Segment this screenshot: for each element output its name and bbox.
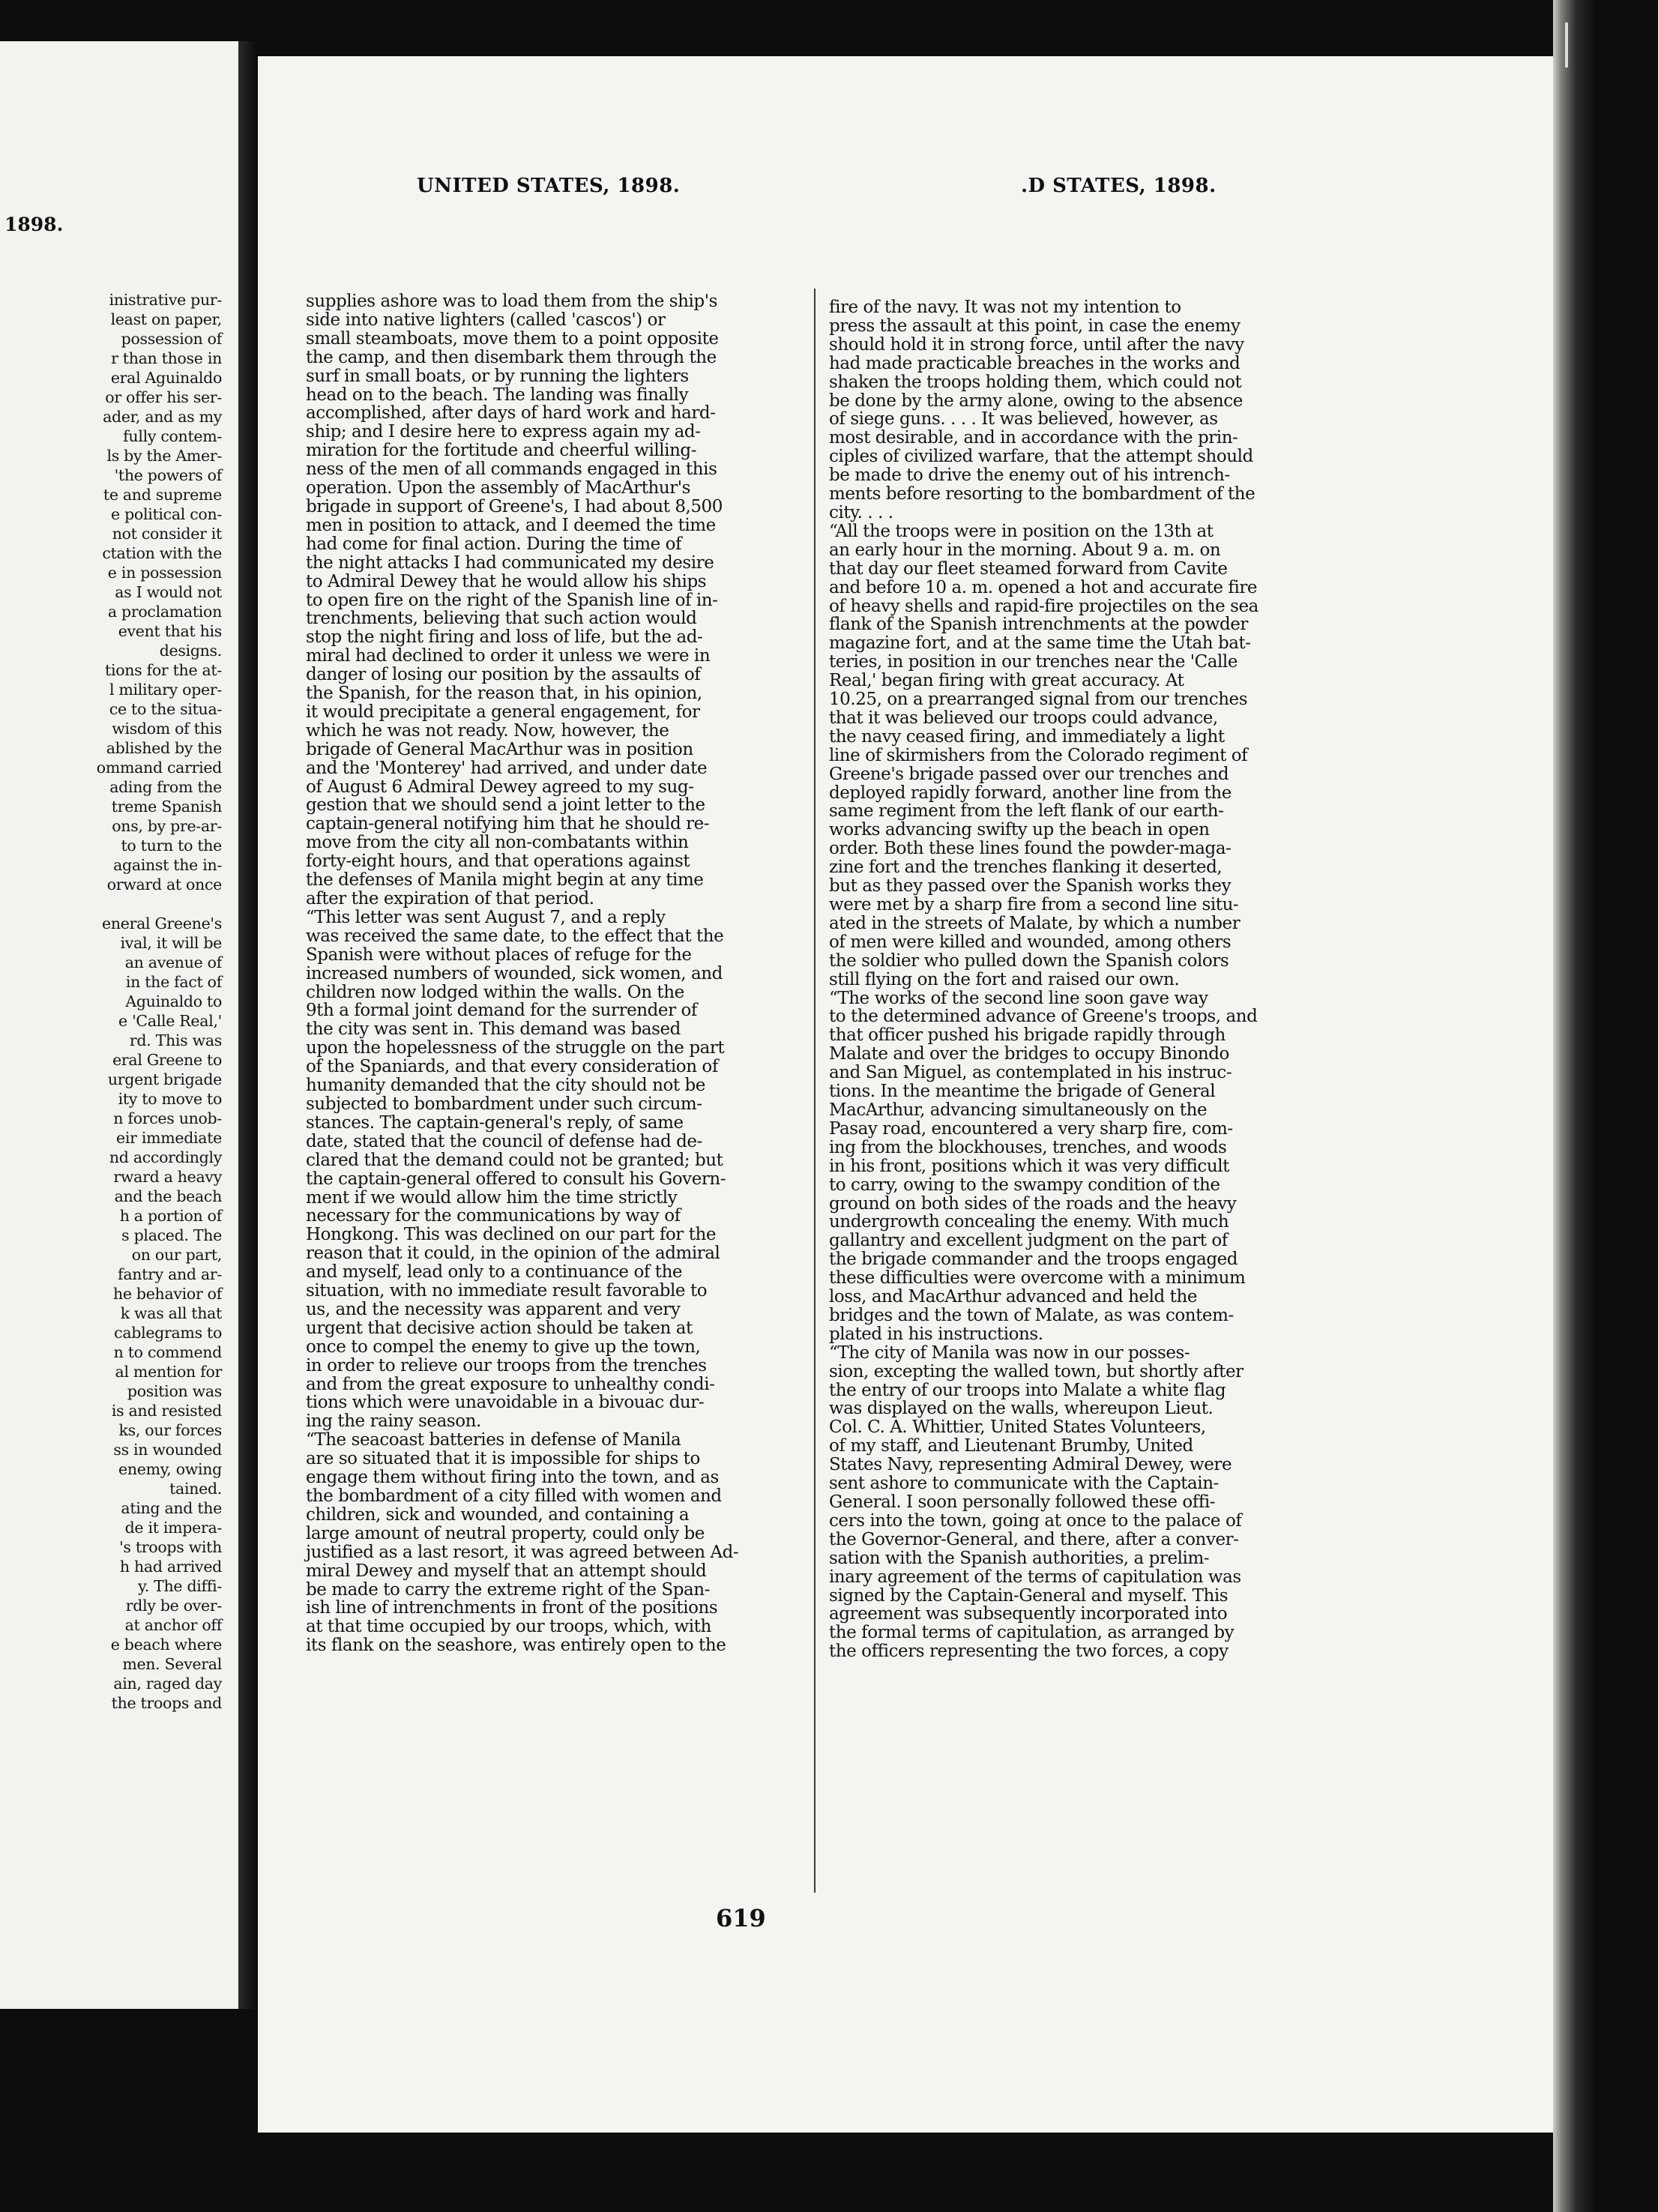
text-line: rd. This was	[129, 1031, 222, 1049]
text-line: still flying on the fort and raised our own.	[829, 969, 1180, 989]
text-line: te and supreme	[103, 486, 222, 504]
text-line: the troops and	[111, 1694, 222, 1712]
text-line: upon the hopelessness of the struggle on the part	[306, 1038, 725, 1058]
text-line: position was	[127, 1382, 222, 1400]
text-line: “The seacoast batteries in defense of Manila	[306, 1430, 681, 1450]
text-line	[0, 894, 222, 914]
text-line: ls by the Amer-	[106, 447, 222, 465]
text-line: designs.	[159, 642, 222, 660]
text-line: at anchor off	[124, 1616, 222, 1634]
text-line: undergrowth concealing the enemy. With much	[829, 1212, 1229, 1232]
text-line: bridges and the town of Malate, as was contem-	[829, 1305, 1234, 1325]
text-line: cers into the town, going at once to the palace of	[829, 1510, 1242, 1531]
text-line: are so situated that it is impossible for ships to	[306, 1449, 700, 1469]
text-line: head on to the beach. The landing was finally	[306, 385, 689, 405]
text-line: ing from the blockhouses, trenches, and woods	[829, 1137, 1227, 1157]
text-line: men. Several	[122, 1655, 222, 1673]
text-line: ival, it will be	[120, 934, 222, 952]
text-line: the soldier who pulled down the Spanish colors	[829, 950, 1229, 971]
text-line: ks, our forces	[118, 1421, 222, 1439]
text-line: to Admiral Dewey that he would allow his ships	[306, 571, 707, 591]
text-line: Aguinaldo to	[125, 992, 222, 1010]
text-line: necessary for the communications by way of	[306, 1206, 681, 1226]
text-line: h had arrived	[119, 1558, 222, 1576]
right-page-edge	[1553, 0, 1658, 2212]
text-line: a proclamation	[107, 603, 222, 621]
text-line: the defenses of Manila might begin at any time	[306, 870, 704, 890]
text-line: children now lodged within the walls. On the	[306, 982, 684, 1002]
text-line: ish line of intrenchments in front of the positions	[306, 1598, 718, 1618]
text-line: once to compel the enemy to give up the town,	[306, 1336, 701, 1357]
text-line: ground on both sides of the roads and the heavy	[829, 1193, 1237, 1214]
text-line: its flank on the seashore, was entirely open to the	[306, 1636, 726, 1656]
text-line: the Spanish, for the reason that, in his opinion,	[306, 684, 702, 704]
page-number: 619	[716, 1904, 766, 1932]
text-line: is and resisted	[111, 1402, 222, 1420]
text-line: e 'Calle Real,'	[118, 1012, 222, 1030]
text-line: subjected to bombardment under such circum-	[306, 1094, 702, 1114]
text-line: should hold it in strong force, until after the navy	[829, 334, 1244, 355]
text-line: men in position to attack, and I deemed the time	[306, 515, 716, 535]
text-line: orward at once	[106, 876, 222, 893]
text-line: of siege guns. . . . It was believed, however, as	[829, 409, 1218, 430]
text-line: MacArthur, advancing simultaneously on the	[829, 1100, 1208, 1120]
text-line: sation with the Spanish authorities, a prelim-	[829, 1548, 1210, 1568]
text-line: ain, raged day	[113, 1675, 222, 1693]
text-line: ated in the streets of Malate, by which a number	[829, 913, 1241, 933]
text-line: of heavy shells and rapid-fire projectiles on the sea	[829, 596, 1258, 616]
text-line: stances. The captain-general's reply, of same	[306, 1112, 684, 1133]
text-line: be done by the army alone, owing to the absence	[829, 391, 1243, 411]
text-line: of my staff, and Lieutenant Brumby, United	[829, 1436, 1193, 1456]
text-line: magazine fort, and at the same time the Utah bat-	[829, 633, 1251, 654]
text-line: ommand carried	[96, 759, 222, 777]
text-line: justified as a last resort, it was agreed between Ad-	[306, 1542, 739, 1562]
text-line: urgent that decisive action should be taken at	[306, 1318, 693, 1338]
text-line: cablegrams to	[114, 1324, 222, 1342]
text-line: of the Spaniards, and that every consideration of	[306, 1057, 718, 1077]
text-line: de it impera-	[124, 1519, 222, 1537]
text-line: of August 6 Admiral Dewey agreed to my sug-	[306, 777, 694, 797]
text-line: the camp, and then disembark them through the	[306, 347, 717, 367]
text-line: side into native lighters (called 'cascos') or	[306, 310, 666, 330]
text-line: ing the rainy season.	[306, 1411, 481, 1432]
text-line: and San Miguel, as contemplated in his instruc-	[829, 1063, 1232, 1083]
text-line: danger of losing our position by the assaults of	[306, 665, 701, 685]
text-line: least on paper,	[110, 310, 222, 328]
text-line: the bombardment of a city filled with women and	[306, 1486, 722, 1506]
text-line: Col. C. A. Whittier, United States Volunteers,	[829, 1417, 1206, 1438]
text-line: situation, with no immediate result favorable to	[306, 1281, 708, 1301]
text-line: increased numbers of wounded, sick women, and	[306, 963, 723, 983]
text-line: and before 10 a. m. opened a hot and accurate fire	[829, 577, 1258, 597]
text-line: but as they passed over the Spanish works they	[829, 876, 1232, 896]
text-line: against the in-	[113, 856, 222, 874]
text-line: k was all that	[120, 1304, 222, 1322]
text-line: e political con-	[111, 505, 222, 523]
text-line: treme Spanish	[111, 798, 222, 816]
text-line: General. I soon personally followed these offi-	[829, 1492, 1216, 1512]
text-line: signed by the Captain-General and myself. This	[829, 1585, 1229, 1606]
left-facing-page	[0, 41, 238, 2009]
text-line: these difficulties were overcome with a minimum	[829, 1268, 1246, 1289]
text-line: an early hour in the morning. About 9 a. m. on	[829, 540, 1221, 560]
text-line: shaken the troops holding them, which could not	[829, 372, 1242, 392]
text-line: loss, and MacArthur advanced and held the	[829, 1287, 1197, 1307]
text-line: inistrative pur-	[109, 291, 222, 309]
text-line: miral Dewey and myself that an attempt should	[306, 1561, 707, 1581]
text-line: and myself, lead only to a continuance of the	[306, 1262, 683, 1283]
text-line: teries, in position in our trenches near the 'Calle	[829, 652, 1238, 672]
text-line: and the beach	[114, 1187, 222, 1205]
text-line: fire of the navy. It was not my intention to	[829, 298, 1181, 317]
text-line: 's troops with	[119, 1538, 222, 1556]
text-line: al mention for	[115, 1363, 222, 1381]
text-line: at that time occupied by our troops, which, with	[306, 1617, 711, 1637]
text-line: city. . . .	[829, 502, 893, 522]
text-line: that it was believed our troops could advance,	[829, 708, 1218, 728]
text-line: line of skirmishers from the Colorado regiment of	[829, 745, 1248, 765]
text-line: ce to the situa-	[109, 700, 222, 718]
text-line: r than those in	[111, 349, 222, 367]
text-line: ity to move to	[118, 1090, 222, 1108]
text-line: rdly be over-	[125, 1597, 222, 1615]
text-line: ciples of civilized warfare, that the attempt should	[829, 447, 1253, 467]
text-line: were met by a sharp fire from a second line situ-	[829, 895, 1239, 914]
text-line: tions for the at-	[105, 661, 222, 679]
text-line: most desirable, and in accordance with the prin-	[829, 428, 1238, 448]
text-line: be made to carry the extreme right of the Span-	[306, 1579, 710, 1600]
book-gutter	[238, 41, 258, 2009]
text-line: same regiment from the left flank of our earth-	[829, 801, 1224, 822]
text-line: forty-eight hours, and that operations against	[306, 852, 690, 872]
text-line: children, sick and wounded, and containing a	[306, 1504, 690, 1525]
text-line: fully contem-	[123, 427, 222, 445]
text-line: e beach where	[110, 1636, 222, 1654]
text-line: humanity demanded that the city should not be	[306, 1076, 705, 1096]
text-line: press the assault at this point, in case the enemy	[829, 316, 1241, 336]
text-line: the captain-general offered to consult his Govern-	[306, 1169, 726, 1189]
left-page-text-column	[0, 290, 222, 1713]
text-line: be made to drive the enemy out of his intrench-	[829, 465, 1230, 486]
text-line: ading from the	[109, 778, 222, 796]
text-line: rward a heavy	[113, 1168, 222, 1186]
text-line: fantry and ar-	[118, 1265, 222, 1283]
text-line: to the determined advance of Greene's troops, and	[829, 1007, 1258, 1027]
text-line: not consider it	[112, 525, 222, 543]
text-line: clared that the demand could not be granted; but	[306, 1150, 723, 1170]
text-line: stop the night firing and loss of life, but the ad-	[306, 627, 703, 648]
text-line: move from the city all non-combatants within	[306, 833, 689, 853]
text-line: Malate and over the bridges to occupy Binondo	[829, 1044, 1229, 1064]
text-line: ablished by the	[106, 739, 222, 757]
text-line: sion, excepting the walled town, but shortly after	[829, 1361, 1244, 1381]
text-line: reason that it could, in the opinion of the admiral	[306, 1244, 720, 1264]
text-line: 9th a formal joint demand for the surrender of	[306, 1001, 697, 1021]
text-line: flank of the Spanish intrenchments at the powder	[829, 615, 1248, 635]
text-line: agreement was subsequently incorporated into	[829, 1604, 1228, 1624]
text-line: urgent brigade	[107, 1070, 222, 1088]
text-line: “This letter was sent August 7, and a reply	[306, 907, 666, 927]
text-line: e in possession	[107, 564, 222, 582]
text-line: the city was sent in. This demand was based	[306, 1019, 681, 1040]
text-line: the entry of our troops into Malate a white flag	[829, 1380, 1226, 1400]
text-line: n forces unob-	[113, 1109, 222, 1127]
text-line: or offer his ser-	[105, 388, 222, 406]
text-line: us, and the necessity was apparent and very	[306, 1299, 681, 1319]
text-line: eral Aguinaldo	[110, 369, 222, 387]
text-line: trenchments, believing that such action would	[306, 609, 697, 629]
text-line: wisdom of this	[112, 720, 222, 738]
text-line: ctation with the	[102, 544, 222, 562]
text-line: the navy ceased firing, and immediately a light	[829, 726, 1225, 747]
text-line: inary agreement of the terms of capitulation was	[829, 1567, 1241, 1587]
text-line: on our part,	[131, 1246, 222, 1264]
text-line: ments before resorting to the bombardment of the	[829, 484, 1255, 504]
text-line: was displayed on the walls, whereupon Lieut.	[829, 1399, 1214, 1419]
text-line: tions. In the meantime the brigade of General	[829, 1082, 1216, 1102]
text-line: y. The diffi-	[138, 1577, 222, 1595]
text-column-left	[306, 292, 786, 1655]
text-line: the Governor-General, and there, after a conver-	[829, 1529, 1239, 1549]
text-line: he behavior of	[112, 1285, 222, 1303]
text-line: States Navy, representing Admiral Dewey, were	[829, 1455, 1232, 1475]
text-line: to turn to the	[121, 837, 222, 855]
text-line: ment if we would allow him the time strictly	[306, 1187, 678, 1208]
text-line: brigade in support of Greene's, I had about 8,500	[306, 496, 723, 516]
text-line: event that his	[118, 622, 222, 640]
running-header-left: UNITED STATES, 1898.	[417, 175, 681, 197]
text-line: had made practicable breaches in the works and	[829, 353, 1241, 373]
text-line: h a portion of	[119, 1207, 222, 1225]
text-line: nd accordingly	[109, 1148, 222, 1166]
text-line: tions which were unavoidable in a bivouac dur-	[306, 1393, 705, 1413]
text-line: small steamboats, move them to a point opposite	[306, 328, 719, 349]
text-line: ss in wounded	[113, 1441, 222, 1459]
text-line: gestion that we should send a joint letter to the	[306, 795, 705, 816]
text-line: in his front, positions which it was very difficult	[829, 1156, 1229, 1176]
text-line: and from the great exposure to unhealthy condi-	[306, 1374, 715, 1394]
text-line: the brigade commander and the troops engaged	[829, 1250, 1238, 1270]
text-line: eir immediate	[116, 1129, 222, 1147]
text-line: supplies ashore was to load them from the ship's	[306, 292, 717, 311]
text-line: 'the powers of	[114, 466, 222, 484]
text-line: tained.	[169, 1480, 222, 1498]
text-line: surf in small boats, or by running the lighters	[306, 366, 689, 386]
text-line: Greene's brigade passed over our trenches and	[829, 764, 1229, 784]
text-line: to carry, owing to the swampy condition of the	[829, 1175, 1220, 1195]
text-line: after the expiration of that period.	[306, 889, 594, 908]
text-line: possession of	[121, 330, 222, 348]
text-line: zine fort and the trenches flanking it deserted,	[829, 858, 1223, 878]
text-line: ating and the	[121, 1499, 222, 1517]
text-line: brigade of General MacArthur was in position	[306, 739, 693, 759]
text-line: works advancing swifty up the beach in open	[829, 820, 1210, 840]
text-line: that day our fleet steamed forward from Cavite	[829, 558, 1228, 579]
text-line: to open fire on the right of the Spanish line of in-	[306, 590, 718, 610]
text-line: had come for final action. During the time of	[306, 534, 682, 554]
text-line: ader, and as my	[103, 408, 222, 426]
text-line: plated in his instructions.	[829, 1324, 1043, 1344]
text-line: engage them without firing into the town, and as	[306, 1468, 719, 1488]
text-line: miration for the fortitude and cheerful willing-	[306, 441, 697, 461]
text-line: “All the troops were in position on the 13th at	[829, 521, 1214, 541]
text-line: “The city of Manila was now in our posses-	[829, 1342, 1190, 1363]
column-divider	[814, 289, 816, 1893]
text-line: it would precipitate a general engagement, for	[306, 702, 700, 722]
text-line: that officer pushed his brigade rapidly through	[829, 1025, 1226, 1046]
text-line: ness of the men of all commands engaged in this	[306, 459, 717, 480]
text-line: accomplished, after days of hard work and hard-	[306, 403, 716, 424]
text-line: ship; and I desire here to express again my ad-	[306, 422, 701, 442]
running-header-right: .D STATES, 1898.	[1021, 175, 1217, 197]
text-line: Real,' began firing with great accuracy. At	[829, 671, 1184, 691]
text-line: enemy, owing	[118, 1460, 222, 1478]
left-page-year: 1898.	[4, 214, 64, 235]
text-line: of men were killed and wounded, among others	[829, 932, 1232, 952]
text-line: s placed. The	[121, 1226, 222, 1244]
text-line: sent ashore to communicate with the Captain-	[829, 1474, 1219, 1494]
text-line: n to commend	[113, 1343, 222, 1361]
text-line: ons, by pre-ar-	[112, 817, 222, 835]
text-line: in order to relieve our troops from the trenches	[306, 1355, 707, 1375]
text-line: and the 'Monterey' had arrived, and under date	[306, 758, 708, 778]
text-line: gallantry and excellent judgment on the part of	[829, 1231, 1228, 1251]
edge-mark	[1565, 22, 1568, 67]
text-line: operation. Upon the assembly of MacArthur's	[306, 478, 691, 498]
text-line: the formal terms of capitulation, as arranged by	[829, 1623, 1235, 1643]
text-line: Spanish were without places of refuge for the	[306, 944, 692, 965]
text-line: an avenue of	[124, 953, 222, 971]
text-line: captain-general notifying him that he should re-	[306, 814, 710, 834]
text-line: the officers representing the two forces, a copy	[829, 1642, 1229, 1662]
text-line: was received the same date, to the effect that the	[306, 926, 724, 946]
text-line: 10.25, on a prearranged signal from our trenches	[829, 690, 1248, 710]
text-line: Hongkong. This was declined on our part for the	[306, 1225, 717, 1245]
text-line: miral had declined to order it unless we were in	[306, 646, 711, 666]
text-line: in the fact of	[125, 973, 222, 991]
text-line: Pasay road, encountered a very sharp fire, com-	[829, 1118, 1233, 1139]
text-line: l military oper-	[109, 681, 222, 699]
text-line: which he was not ready. Now, however, the	[306, 720, 669, 741]
text-line: the night attacks I had communicated my desire	[306, 552, 714, 573]
text-line: large amount of neutral property, could only be	[306, 1523, 705, 1543]
text-line: date, stated that the council of defense had de-	[306, 1131, 702, 1151]
text-line: “The works of the second line soon gave way	[829, 988, 1208, 1008]
text-line: order. Both these lines found the powder-maga-	[829, 839, 1232, 859]
text-line: eneral Greene's	[102, 914, 222, 932]
text-line: as I would not	[115, 583, 222, 601]
text-line: deployed rapidly forward, another line from the	[829, 783, 1232, 803]
text-line: eral Greene to	[112, 1051, 222, 1069]
text-column-right	[829, 298, 1324, 1661]
